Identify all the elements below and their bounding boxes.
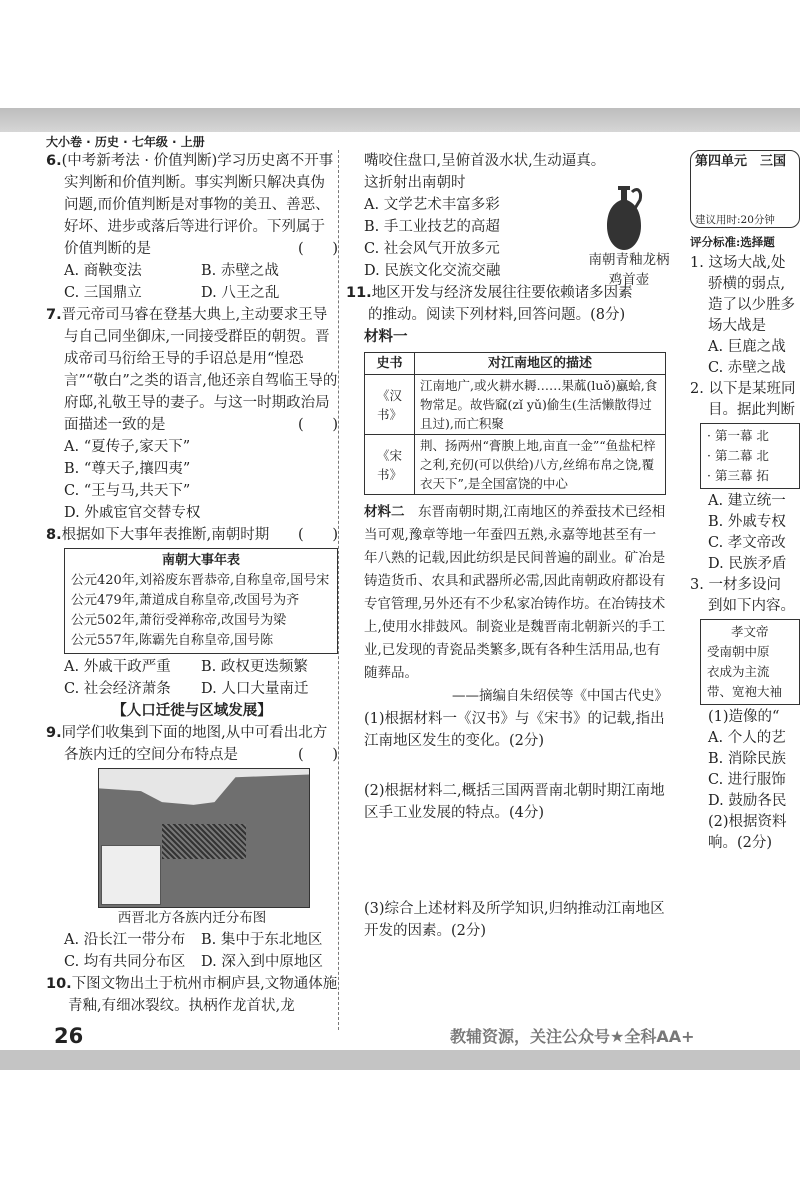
table-row: 公元420年,刘裕废东晋恭帝,自称皇帝,国号宋 [71, 573, 330, 588]
section-heading: 【人口迁徙与区域发展】 [112, 703, 272, 719]
options [46, 260, 338, 304]
question-11 [346, 282, 676, 942]
scoring-note: 评分标准:选择题 [690, 235, 775, 249]
material-label: 材料一 [364, 328, 408, 345]
column-divider [338, 150, 339, 1030]
question-number: 6. [46, 153, 62, 169]
migration-map-image [98, 768, 310, 908]
sub-question: (1)造像的“ [708, 709, 780, 725]
option: C. “王与马,共天下” [64, 483, 191, 499]
question-6 [46, 150, 338, 304]
question-10-continued [346, 150, 676, 288]
scan-top-edge [0, 108, 800, 132]
options [46, 436, 338, 524]
option: B. 外戚专权 [708, 514, 786, 530]
table-cell: 《宋书》 [365, 435, 415, 495]
option: A. 建立统一 [708, 493, 786, 509]
unit-header [690, 150, 800, 228]
option: A. 个人的艺 [708, 730, 786, 746]
option: A. 文学艺术丰富多彩 [364, 197, 500, 213]
table-row [365, 435, 666, 495]
option: C. 赤壁之战 [708, 360, 786, 376]
table-row: 公元557年,陈霸先自称皇帝,国号陈 [71, 633, 274, 648]
question-number: 9. [46, 725, 62, 741]
option: C. 社会经济萧条 [64, 681, 171, 697]
question-7 [46, 304, 338, 524]
sub-question-3: (3)综合上述材料及所学知识,归纳推动江南地区开发的因素。(2分) [364, 901, 665, 939]
box-line: 衣成为主流 [707, 664, 770, 679]
table-header: 史书 [365, 353, 415, 375]
question-number: 11. [346, 285, 372, 301]
material-text: 东晋南朝时期,江南地区的养蚕技术已经相当可观,豫章等地一年蚕四五熟,永嘉等地甚至有一年八熟的记载,因此纺织是民间普遍的副业。矿冶是铸造货币、农具和武器所必需,因此南朝政府都设有专官管理,另外还有不少私家冶铸作坊。在冶铸技术上,使用水排鼓风。制瓷业是魏晋南北朝新兴的手工业,已发现的青瓷品类繁多,既有各种生活用品,也有随葬品。 [364, 504, 666, 681]
table-cell: 《汉书》 [365, 375, 415, 435]
box-line: · 第二幕 北 [707, 448, 769, 463]
material-two [346, 501, 668, 685]
option: D. 八王之乱 [201, 285, 280, 301]
option: D. 民族矛盾 [708, 556, 787, 572]
question-9 [46, 722, 338, 973]
unit-title: 第四单元 三国 [695, 154, 787, 169]
option: B. 赤壁之战 [201, 263, 279, 279]
option: A. 外戚干政严重 [64, 659, 171, 675]
answer-bracket: ( ) [298, 747, 338, 763]
table-header: 对江南地区的描述 [415, 353, 666, 375]
box-line: · 第一幕 北 [707, 428, 769, 443]
left-column [46, 134, 338, 1017]
question-3-line: 到如下内容。 [708, 598, 795, 614]
box-line: 孝文帝 [731, 624, 769, 639]
option: C. 社会风气开放多元 [364, 241, 500, 257]
option: A. “夏传子,家天下” [64, 439, 191, 455]
option: B. 政权更迭频繁 [201, 659, 308, 675]
question-1-line: 造了以少胜多 [708, 297, 795, 313]
box-line: · 第三幕 拓 [707, 468, 769, 483]
option: A. 巨鹿之战 [708, 339, 786, 355]
option: C. 三国鼎立 [64, 285, 142, 301]
right-column [690, 150, 800, 1045]
question-text: 地区开发与经济发展往往要依赖诸多因素的推动。阅读下列材料,回答问题。(8分) [368, 285, 633, 323]
question-number: 7. [46, 307, 62, 323]
options [46, 929, 338, 973]
question-3-line: 3. 一材多设问 [690, 577, 781, 593]
option: D. 深入到中原地区 [201, 954, 323, 970]
sub-question: (2)根据资料 [708, 814, 787, 830]
material-box [700, 619, 800, 705]
material-table [364, 352, 666, 495]
box-line: 受南朝中原 [707, 644, 770, 659]
sub-question: 响。(2分) [708, 835, 773, 851]
scan-bottom-edge [0, 1050, 800, 1070]
question-1-line: 1. 这场大战,处 [690, 255, 786, 271]
material-label: 材料二 [364, 504, 405, 520]
answer-bracket: ( ) [298, 527, 338, 543]
running-header: 大小卷 · 历史 · 七年级 · 上册 [46, 135, 205, 149]
option: B. 消除民族 [708, 751, 786, 767]
sub-question-2: (2)根据材料二,概括三国两晋南北朝时期江南地区手工业发展的特点。(4分) [364, 783, 665, 821]
table-row: 公元479年,萧道成自称皇帝,改国号为齐 [71, 593, 300, 608]
question-text: 嘴咬住盘口,呈俯首汲水状,生动逼真。这折射出南朝时 [364, 153, 606, 191]
option: A. 商鞅变法 [64, 263, 142, 279]
page-number: 26 [54, 1024, 84, 1048]
option: B. 集中于东北地区 [201, 932, 323, 948]
question-number: 8. [46, 527, 62, 543]
option: D. 人口大量南迁 [201, 681, 309, 697]
map-caption: 西晋北方各族内迁分布图 [117, 910, 267, 926]
table-cell: 荆、扬两州“膏腴上地,亩直一金”“鱼盐杞梓之利,充仞(可以供给)八方,丝绵布帛之饶,覆衣天下”,是全国富饶的中心 [415, 435, 666, 495]
middle-column [346, 150, 676, 1040]
question-number: 10. [46, 976, 72, 992]
chronology-table [64, 548, 338, 654]
question-text: 下图文物出土于杭州市桐庐县,文物通体施青釉,有细冰裂纹。执柄作龙首状,龙 [68, 976, 338, 1014]
image-caption: 南朝青釉龙柄鸡首壶 [588, 252, 670, 288]
option: D. 民族文化交流交融 [364, 263, 501, 279]
play-acts-box [700, 423, 800, 489]
question-2-line: 目。据此判断 [708, 402, 795, 418]
option: D. 鼓励各民 [708, 793, 787, 809]
question-text: (中考新考法 · 价值判断)学习历史离不开事实判断和价值判断。事实判断只解决真伪问题,而价值判断是对事物的美丑、善恶、好坏、进步或落后等进行评价。下列属于价值判断的是 [61, 153, 334, 257]
box-line: 带、宽袍大袖 [707, 684, 783, 699]
options [46, 656, 338, 700]
option: C. 孝文帝改 [708, 535, 786, 551]
question-8 [46, 524, 338, 700]
option: B. 手工业技艺的高超 [364, 219, 500, 235]
footer-watermark: 教辅资源，关注公众号★全科AA+ [450, 1027, 695, 1046]
map-legend [101, 845, 161, 905]
question-2-line: 2. 以下是某班同 [690, 381, 796, 397]
sub-question-1: (1)根据材料一《汉书》与《宋书》的记载,指出江南地区发生的变化。(2分) [364, 711, 665, 749]
question-text: 晋元帝司马睿在登基大典上,主动要求王导与自己同坐御床,一同接受群臣的朝贺。晋成帝司马衍给王导的手诏总是用“惶恐言”“敬白”之类的语言,他还亲自驾临王导的府邸,礼敬王导的妻子。与这一时期政治局面描述一致的是 [61, 307, 338, 433]
option: C. 均有共同分布区 [64, 954, 186, 970]
source-citation: ——摘编自朱绍侯等《中国古代史》 [452, 688, 668, 704]
question-text: 根据如下大事年表推断,南朝时期 [61, 527, 270, 543]
table-title: 南朝大事年表 [161, 553, 240, 568]
question-text: 同学们收集到下面的地图,从中可看出北方各族内迁的空间分布特点是 [61, 725, 328, 763]
option: D. 外戚宦官交替专权 [64, 505, 201, 521]
celadon-ewer-image [604, 178, 644, 253]
answer-bracket: ( ) [298, 417, 338, 433]
table-row: 公元502年,萧衍受禅称帝,改国号为梁 [71, 613, 287, 628]
answer-bracket: ( ) [298, 241, 338, 257]
table-row [365, 375, 666, 435]
question-10 [46, 973, 338, 1017]
question-1-line: 场大战是 [708, 318, 766, 334]
suggested-time: 建议用时:20分钟 [695, 214, 775, 226]
option: B. “尊天子,攘四夷” [64, 461, 191, 477]
options [346, 194, 576, 282]
option: A. 沿长江一带分布 [64, 932, 186, 948]
table-cell: 江南地广,或火耕水耨……果蓏(luǒ)蠃蛤,食物常足。故呰窳(zǐ yǔ)偷生(生活懒散得过且过),而亡积聚 [415, 375, 666, 435]
question-1-line: 骄横的弱点, [708, 276, 786, 292]
option: C. 进行服饰 [708, 772, 786, 788]
